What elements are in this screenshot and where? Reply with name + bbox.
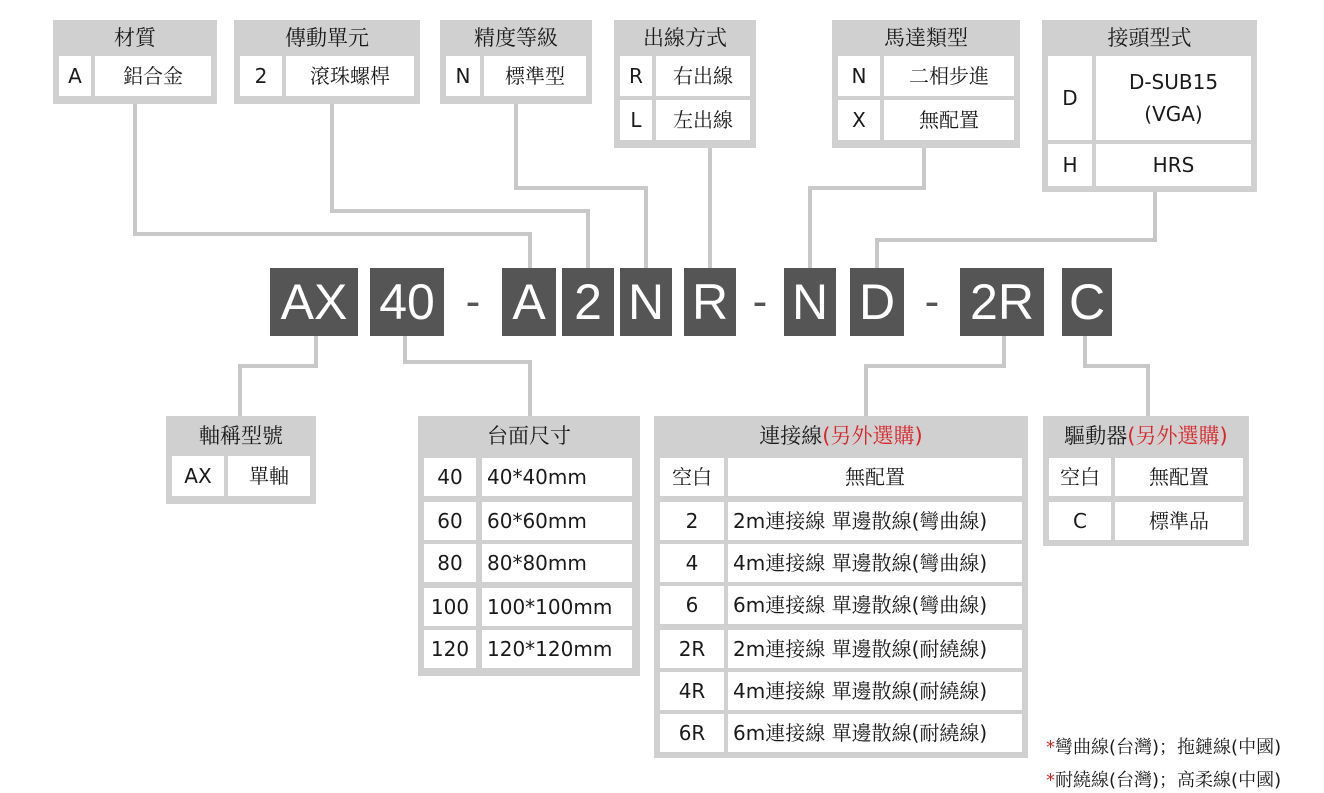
driver-desc-none: 無配置 — [1115, 458, 1243, 496]
code-segment-n: N — [620, 268, 672, 336]
driver-code-blank: 空白 — [1049, 458, 1111, 496]
axis-code-ax: AX — [172, 456, 224, 496]
drive-code-2: 2 — [240, 56, 282, 96]
driver-title-text: 驅動器 — [1064, 424, 1128, 448]
connector-code-h: H — [1048, 144, 1092, 186]
outlet-desc-right: 右出線 — [656, 56, 750, 96]
table-code-80: 80 — [424, 544, 476, 582]
driver-desc-standard: 標準品 — [1115, 502, 1243, 540]
motor-code-x: X — [838, 100, 880, 140]
table-desc-40: 40*40mm — [482, 458, 632, 496]
cable-title-optional: (另外選購) — [822, 424, 923, 448]
code-segment-2r: 2R — [960, 268, 1044, 336]
code-segment-d: D — [850, 268, 904, 336]
cable-code-6r: 6R — [660, 714, 724, 752]
footnote-2-mark: * — [1046, 770, 1055, 791]
axis-box — [166, 416, 316, 504]
driver-title — [1043, 418, 1249, 454]
footnote-1-text: 彎曲線(台灣)；拖鏈線(中國) — [1055, 737, 1282, 758]
table-size-box — [418, 416, 640, 676]
cable-code-4: 4 — [660, 544, 724, 582]
table-desc-60: 60*60mm — [482, 502, 632, 540]
connector-desc-dsub-line2: (VGA) — [1144, 102, 1203, 126]
cable-desc-none: 無配置 — [728, 458, 1022, 496]
motor-box — [832, 20, 1020, 148]
drive-desc-ballscrew: 滾珠螺桿 — [286, 56, 414, 96]
code-segment-40: 40 — [370, 268, 444, 336]
table-code-40: 40 — [424, 458, 476, 496]
table-desc-80: 80*80mm — [482, 544, 632, 582]
cable-code-6: 6 — [660, 586, 724, 624]
table-code-60: 60 — [424, 502, 476, 540]
drive-box — [234, 20, 420, 104]
code-segment-c: C — [1062, 268, 1112, 336]
connector-code-d: D — [1048, 56, 1092, 140]
precision-code-n: N — [446, 56, 480, 96]
code-dash-2: - — [752, 277, 768, 326]
code-segment-r: R — [684, 268, 736, 336]
cable-box — [654, 416, 1028, 758]
outlet-title: 出線方式 — [643, 26, 727, 50]
motor-title: 馬達類型 — [884, 26, 968, 50]
table-code-120: 120 — [424, 630, 476, 668]
drive-title: 傳動單元 — [285, 26, 369, 50]
precision-title: 精度等級 — [474, 26, 558, 50]
connector-desc-hrs: HRS — [1096, 144, 1251, 186]
driver-code-c: C — [1049, 502, 1111, 540]
footnote-1-mark: * — [1046, 737, 1055, 758]
axis-desc-single: 單軸 — [228, 456, 310, 496]
code-segment-2: 2 — [562, 268, 614, 336]
outlet-code-l: L — [620, 100, 652, 140]
connector-desc-dsub — [1096, 56, 1251, 140]
code-dash-3: - — [924, 277, 940, 326]
table-size-title: 台面尺寸 — [487, 424, 571, 448]
outlet-code-r: R — [620, 56, 652, 96]
table-code-100: 100 — [424, 588, 476, 626]
material-box — [53, 20, 217, 104]
code-segment-ax: AX — [270, 268, 358, 336]
connector-title: 接頭型式 — [1107, 26, 1192, 50]
cable-title — [654, 418, 1028, 454]
cable-desc-4: 4m連接線 單邊散線(彎曲線) — [728, 544, 1022, 582]
cable-title-text: 連接線 — [759, 424, 823, 448]
motor-desc-none: 無配置 — [884, 100, 1014, 140]
connector-box — [1042, 20, 1257, 192]
material-desc-aluminum: 鋁合金 — [95, 56, 211, 96]
outlet-box — [614, 20, 756, 148]
cable-desc-4r: 4m連接線 單邊散線(耐繞線) — [728, 672, 1022, 710]
material-title: 材質 — [114, 26, 156, 50]
cable-desc-2r: 2m連接線 單邊散線(耐繞線) — [728, 630, 1022, 668]
material-code-a: A — [59, 56, 91, 96]
cable-code-2r: 2R — [660, 630, 724, 668]
outlet-desc-left: 左出線 — [656, 100, 750, 140]
footnote-2 — [1046, 766, 1281, 792]
precision-desc-standard: 標準型 — [484, 56, 586, 96]
cable-desc-6r: 6m連接線 單邊散線(耐繞線) — [728, 714, 1022, 752]
cable-code-2: 2 — [660, 502, 724, 540]
code-segment-a: A — [502, 268, 556, 336]
connector-desc-dsub-line1: D-SUB15 — [1128, 70, 1219, 94]
footnote-2-text: 耐繞線(台灣)；高柔線(中國) — [1055, 770, 1282, 791]
code-dash-1: - — [465, 277, 481, 326]
cable-code-blank: 空白 — [660, 458, 724, 496]
driver-title-optional: (另外選購) — [1127, 424, 1228, 448]
axis-title: 軸稱型號 — [199, 424, 283, 448]
precision-box — [440, 20, 592, 104]
cable-desc-2: 2m連接線 單邊散線(彎曲線) — [728, 502, 1022, 540]
cable-desc-6: 6m連接線 單邊散線(彎曲線) — [728, 586, 1022, 624]
motor-code-n: N — [838, 56, 880, 96]
code-segment-n2: N — [784, 268, 836, 336]
motor-desc-stepper: 二相步進 — [884, 56, 1014, 96]
table-desc-120: 120*120mm — [482, 630, 632, 668]
driver-box — [1043, 416, 1249, 546]
footnote-1 — [1046, 733, 1281, 759]
cable-code-4r: 4R — [660, 672, 724, 710]
table-desc-100: 100*100mm — [482, 588, 632, 626]
